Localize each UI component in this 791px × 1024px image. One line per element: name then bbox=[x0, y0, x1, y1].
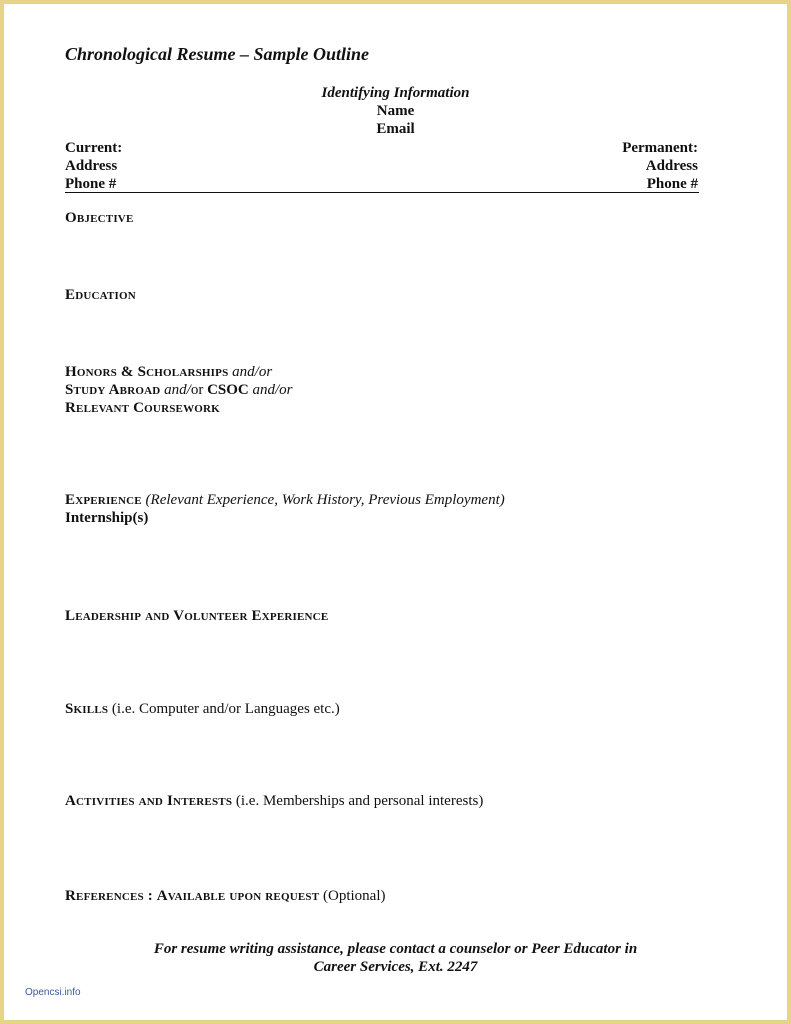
internships-label: Internship(s) bbox=[65, 510, 149, 526]
honors-andor-2: and/or bbox=[252, 382, 293, 398]
leadership-heading: Leadership and Volunteer Experience bbox=[65, 608, 329, 624]
skills-label: Skills bbox=[65, 701, 109, 717]
experience-description: (Relevant Experience, Work History, Previous Employment) bbox=[145, 492, 505, 508]
document-title: Chronological Resume – Sample Outline bbox=[65, 44, 370, 64]
experience-label: Experience bbox=[65, 492, 142, 508]
current-phone: Phone # bbox=[65, 176, 117, 192]
skills-description: (i.e. Computer and/or Languages etc.) bbox=[111, 701, 340, 717]
footer-line-1: For resume writing assistance, please contact a counselor or Peer Educator in bbox=[153, 941, 638, 957]
relevant-coursework: Relevant Coursework bbox=[65, 400, 220, 416]
current-contact-block bbox=[65, 139, 122, 193]
permanent-label: Permanent: bbox=[622, 140, 698, 156]
honors-heading bbox=[65, 363, 293, 417]
honors-or: or bbox=[190, 382, 204, 398]
permanent-contact-block bbox=[622, 139, 698, 193]
honors-and: and/ bbox=[164, 382, 191, 398]
objective-heading: Objective bbox=[65, 210, 134, 226]
name-placeholder: Name bbox=[376, 103, 415, 119]
study-abroad: Study Abroad bbox=[65, 382, 161, 398]
education-heading: Education bbox=[65, 287, 136, 303]
watermark: Opencsi.info bbox=[25, 987, 81, 998]
footer-line-2: Career Services, Ext. 2247 bbox=[313, 959, 478, 975]
activities-heading bbox=[65, 792, 483, 810]
honors-scholarships: Honors & Scholarships bbox=[65, 364, 229, 380]
header-divider bbox=[65, 192, 699, 193]
experience-heading bbox=[65, 491, 505, 509]
permanent-address: Address bbox=[645, 158, 698, 174]
references-optional: (Optional) bbox=[323, 888, 386, 904]
honors-line-1 bbox=[65, 363, 293, 381]
honors-andor-1: and/or bbox=[232, 364, 273, 380]
current-label: Current: bbox=[65, 140, 123, 156]
references-heading bbox=[65, 887, 386, 905]
email-placeholder: Email bbox=[376, 121, 415, 137]
permanent-phone: Phone # bbox=[646, 176, 698, 192]
references-label: References : bbox=[65, 888, 153, 904]
honors-line-2 bbox=[65, 381, 293, 399]
current-address: Address bbox=[65, 158, 118, 174]
activities-label: Activities and Interests bbox=[65, 793, 233, 809]
activities-description: (i.e. Memberships and personal interests) bbox=[235, 793, 484, 809]
csoc: CSOC bbox=[207, 382, 249, 398]
references-available: Available upon request bbox=[156, 888, 320, 904]
skills-heading bbox=[65, 700, 340, 718]
identifying-information: Identifying Information bbox=[321, 85, 470, 101]
